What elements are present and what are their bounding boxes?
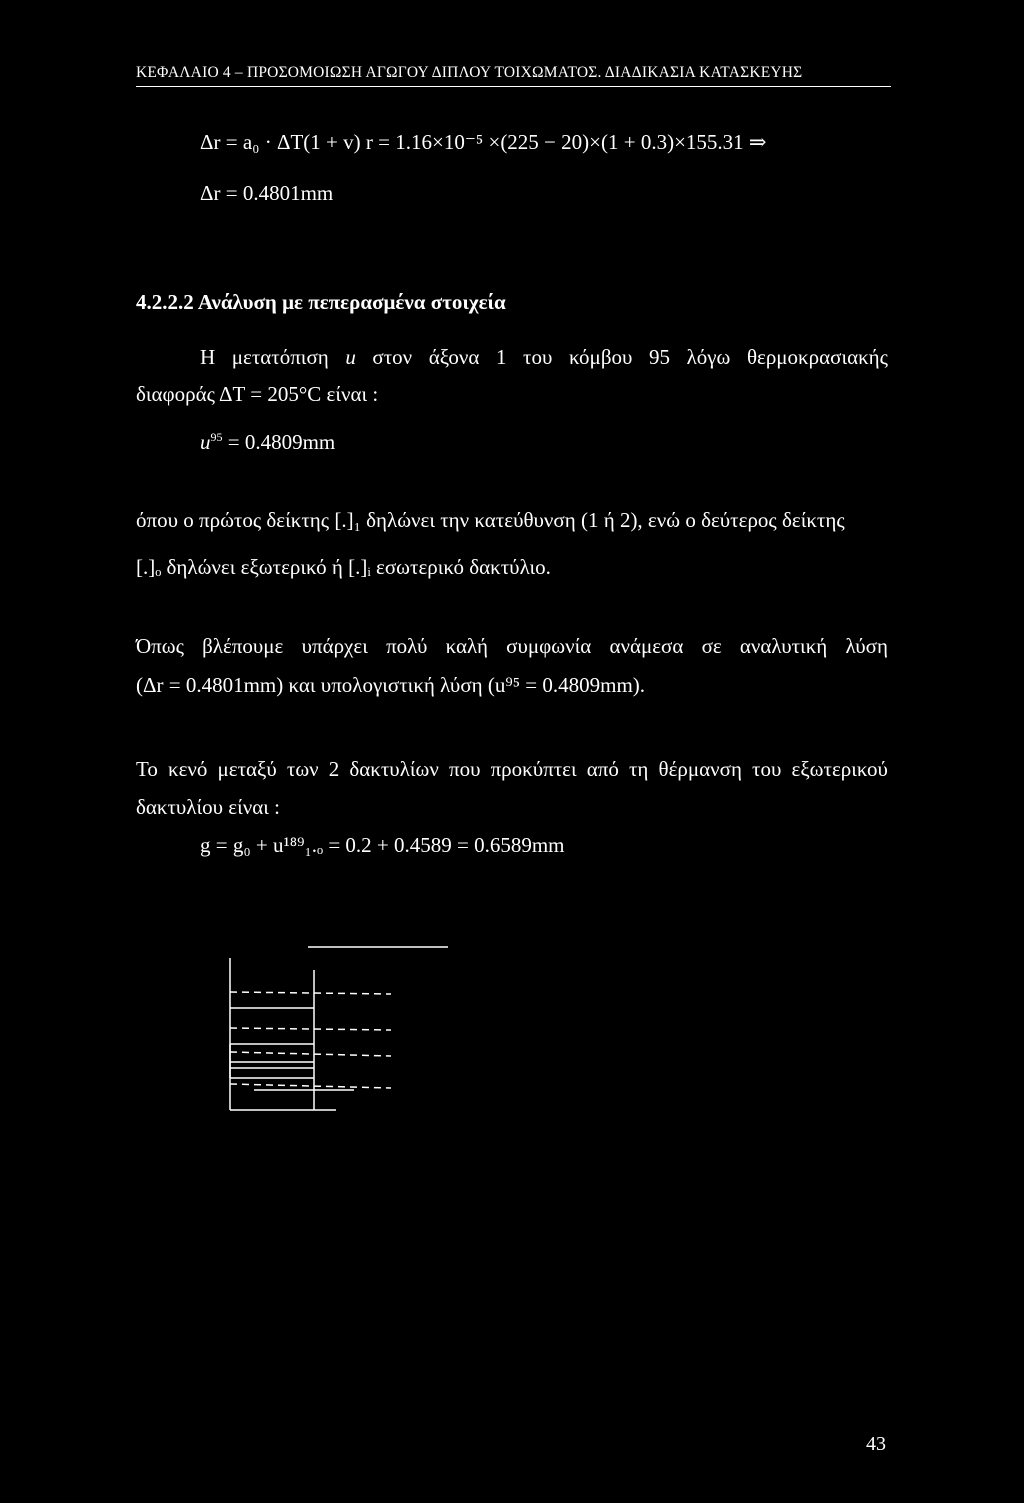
word: θερμοκρασιακής	[746, 345, 888, 369]
word: συμφωνία	[506, 634, 592, 658]
word: άξονα	[428, 345, 480, 369]
word: 2	[328, 757, 340, 781]
word: Όπως	[136, 634, 184, 658]
word: πολύ	[386, 634, 428, 658]
word: βλέπουμε	[202, 634, 284, 658]
equation-u95	[200, 430, 335, 455]
paragraph-1-line-1	[200, 345, 888, 370]
word: λόγω	[686, 345, 731, 369]
word: του	[523, 345, 553, 369]
u-symbol: u	[200, 430, 211, 454]
dashed-line-1	[230, 992, 391, 994]
u-superscript: 95	[210, 430, 223, 444]
equation-gap: g = g₀ + u¹⁸⁹₁.ₒ = 0.2 + 0.4589 = 0.6589mm	[200, 833, 565, 857]
paragraph-4-line-1	[136, 757, 888, 782]
word: αναλυτική	[739, 634, 828, 658]
paragraph-3-line-2: (Δr = 0.4801mm) και υπολογιστική λύση (u⁹⁵ = 0.4809mm).	[136, 673, 646, 697]
u95-value: = 0.4809mm	[227, 430, 336, 454]
word: από	[586, 757, 619, 781]
word: δακτυλίων	[349, 757, 439, 781]
word: 1	[495, 345, 507, 369]
word: λύση	[845, 634, 888, 658]
paragraph-4-line-2: δακτυλίου είναι :	[136, 795, 280, 819]
equation-delta-r-result: Δr = 0.4801mm	[200, 181, 334, 205]
word: κενό	[168, 757, 208, 781]
word: τη	[628, 757, 649, 781]
equation-delta-r: Δr = a₀ · ΔT(1 + v) r = 1.16×10⁻⁵ ×(225 − 20)×(1 + 0.3)×155.31 ⇒	[200, 130, 767, 154]
page-number: 43	[866, 1433, 886, 1455]
word: Το	[136, 757, 158, 781]
word: καλή	[445, 634, 488, 658]
chapter-header: ΚΕΦΑΛΑΙΟ 4 – ΠΡΟΣΟΜΟΙΩΣΗ ΑΓΩΓΟΥ ΔΙΠΛΟΥ ΤΟΙΧΩΜΑΤΟΣ. ΔΙΑΔΙΚΑΣΙΑ ΚΑΤΑΣΚΕΥΗΣ	[136, 64, 891, 87]
word: Η	[200, 345, 216, 369]
dashed-line-3	[230, 1052, 391, 1056]
paragraph-2-line-2: [.]ₒ δηλώνει εξωτερικό ή [.]ᵢ εσωτερικό δακτύλιο.	[136, 555, 551, 579]
word: u	[345, 345, 356, 369]
paragraph-2-line-1: όπου ο πρώτος δείκτης [.]₁ δηλώνει την κατεύθυνση (1 ή 2), ενώ ο δεύτερος δείκτης	[136, 508, 845, 532]
paragraph-1-line-2: διαφοράς ΔT = 205°C είναι :	[136, 382, 379, 406]
word: του	[752, 757, 782, 781]
word: σε	[701, 634, 722, 658]
word: προκύπτει	[490, 757, 577, 781]
word: στον	[372, 345, 413, 369]
word: των	[286, 757, 319, 781]
word: 95	[648, 345, 670, 369]
paragraph-3-line-1	[136, 634, 888, 659]
section-title: 4.2.2.2 Ανάλυση με πεπερασμένα στοιχεία	[136, 290, 506, 314]
dashed-line-2	[230, 1028, 391, 1030]
word: ανάμεσα	[609, 634, 684, 658]
word: εξωτερικού	[791, 757, 888, 781]
word: μεταξύ	[217, 757, 277, 781]
word: θέρμανση	[658, 757, 742, 781]
word: μετατόπιση	[231, 345, 329, 369]
dashed-line-4	[230, 1084, 391, 1088]
mesh-detail-figure	[226, 940, 466, 1115]
word: υπάρχει	[301, 634, 368, 658]
word: κόμβου	[568, 345, 633, 369]
word: που	[448, 757, 481, 781]
